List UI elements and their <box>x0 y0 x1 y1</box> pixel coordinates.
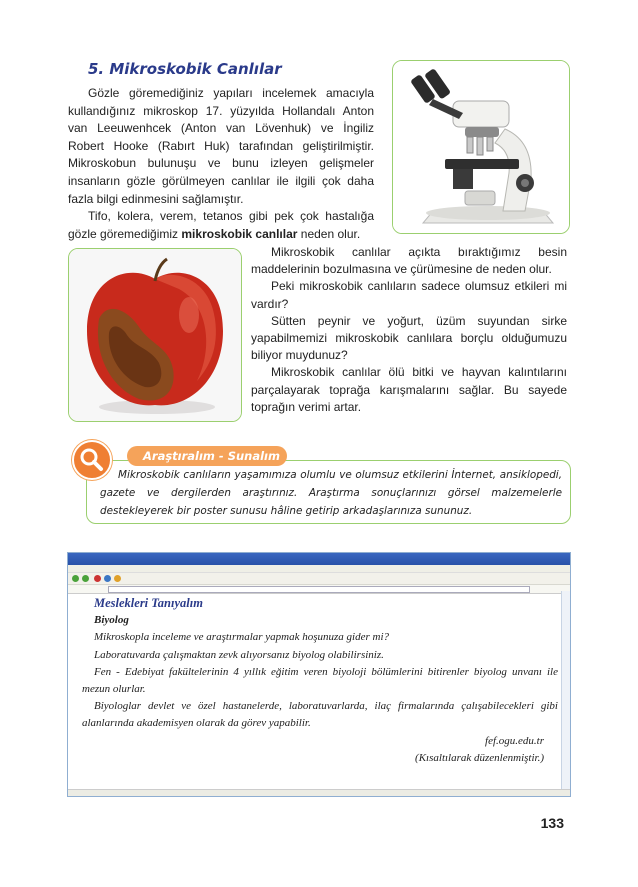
browser-toolbar <box>68 573 570 585</box>
vertical-scrollbar[interactable] <box>561 591 570 790</box>
address-bar-row <box>68 585 570 594</box>
intro-paragraph-2 <box>68 208 374 243</box>
career-paragraph-3: Fen - Edebiyat fakültelerinin 4 yıllık eğitim veren biyoloji bölümlerini bitirenler biyolog unvanı ile mezun olurlar. <box>82 665 558 696</box>
careers-title: Meslekleri Tanıyalım <box>94 596 203 610</box>
back-icon[interactable] <box>72 575 79 582</box>
right-paragraph-3: Sütten peynir ve yoğurt, üzüm suyundan sirke yapabilmemizi mikroskobik canlılara borçlu olduğumuzu biliyor muydunuz? <box>251 313 567 363</box>
browser-content <box>82 595 558 767</box>
source-link: fef.ogu.edu.tr <box>485 734 544 747</box>
career-paragraph-4: Biyologlar devlet ve özel hastanelerde, laboratuvarlarda, ilaç firmalarında çalışabilecekleri gibi alanlarında akademisyen olarak da görev yapabilir. <box>82 700 558 730</box>
refresh-icon[interactable] <box>104 575 111 582</box>
intro-p2-end: neden olur. <box>297 226 361 241</box>
research-section <box>72 440 569 522</box>
right-paragraph-2: Peki mikroskobik canlıların sadece olumsuz etkileri mi vardır? <box>251 279 567 311</box>
rotten-apple-image <box>68 248 242 422</box>
research-text: Mikroskobik canlıların yaşamımıza olumlu ve olumsuz etkilerini İnternet, ansiklopedi, gazete ve dergilerden araştırınız. Araştırma sonuçlarınızı görsel malzemelerle destekleyerek bir poster sunusu hâline getirip arkadaşlarınıza sununuz. <box>100 469 562 517</box>
home-icon[interactable] <box>114 575 121 582</box>
source-note: (Kısaltılarak düzenlenmiştir.) <box>415 751 544 764</box>
career-paragraph-2: Laboratuvarda çalışmaktan zevk alıyorsanız biyolog olabilirsiniz. <box>94 648 384 661</box>
page-number: 133 <box>540 815 564 831</box>
browser-menu-bar <box>68 565 570 573</box>
intro-p2-start: Tifo, kolera, verem, tetanos gibi pek çok hastalığa gözle göremediğimiz <box>68 209 374 241</box>
stop-icon[interactable] <box>94 575 101 582</box>
address-input[interactable] <box>108 586 530 593</box>
right-paragraph-1: Mikroskobik canlılar açıkta bıraktığımız besin maddelerinin bozulmasına ve çürümesine de neden olur. <box>251 245 567 277</box>
intro-text <box>68 85 374 243</box>
section-title: 5. Mikroskobik Canlılar <box>88 60 282 78</box>
career-name: Biyolog <box>94 614 129 627</box>
status-bar <box>68 789 570 796</box>
intro-p2-bold: mikroskobik canlılar <box>181 226 298 241</box>
intro-paragraph-1: Gözle göremediğiniz yapıları incelemek amacıyla kullandığınız mikroskop 17. yüzyılda Hollandalı Anton van Leeuwenhcek (Anton van Lövenhuk) ve İngiliz Robert Hooke (Rabırt Huk) tarafından geliştirilmiştir. Mikroskobun bulunuşu ve bunu izleyen gelişmeler insanların gözle görülmeyen canlılar ile ilgili çok daha fazla bilgi edinmesini sağlamıştır. <box>68 86 374 206</box>
right-column-text <box>251 244 567 416</box>
microscope-image <box>392 60 570 234</box>
browser-title-bar <box>68 553 570 565</box>
right-paragraph-4: Mikroskobik canlılar ölü bitki ve hayvan kalıntılarını parçalayarak toprağa karışmalarını sağlar. Bu sayede toprağın verimi artar. <box>251 365 567 414</box>
career-paragraph-1: Mikroskopla inceleme ve araştırmalar yapmak hoşunuza gider mi? <box>94 631 390 644</box>
research-badge: Araştıralım - Sunalım <box>127 446 287 466</box>
forward-icon[interactable] <box>82 575 89 582</box>
browser-window <box>67 552 571 797</box>
